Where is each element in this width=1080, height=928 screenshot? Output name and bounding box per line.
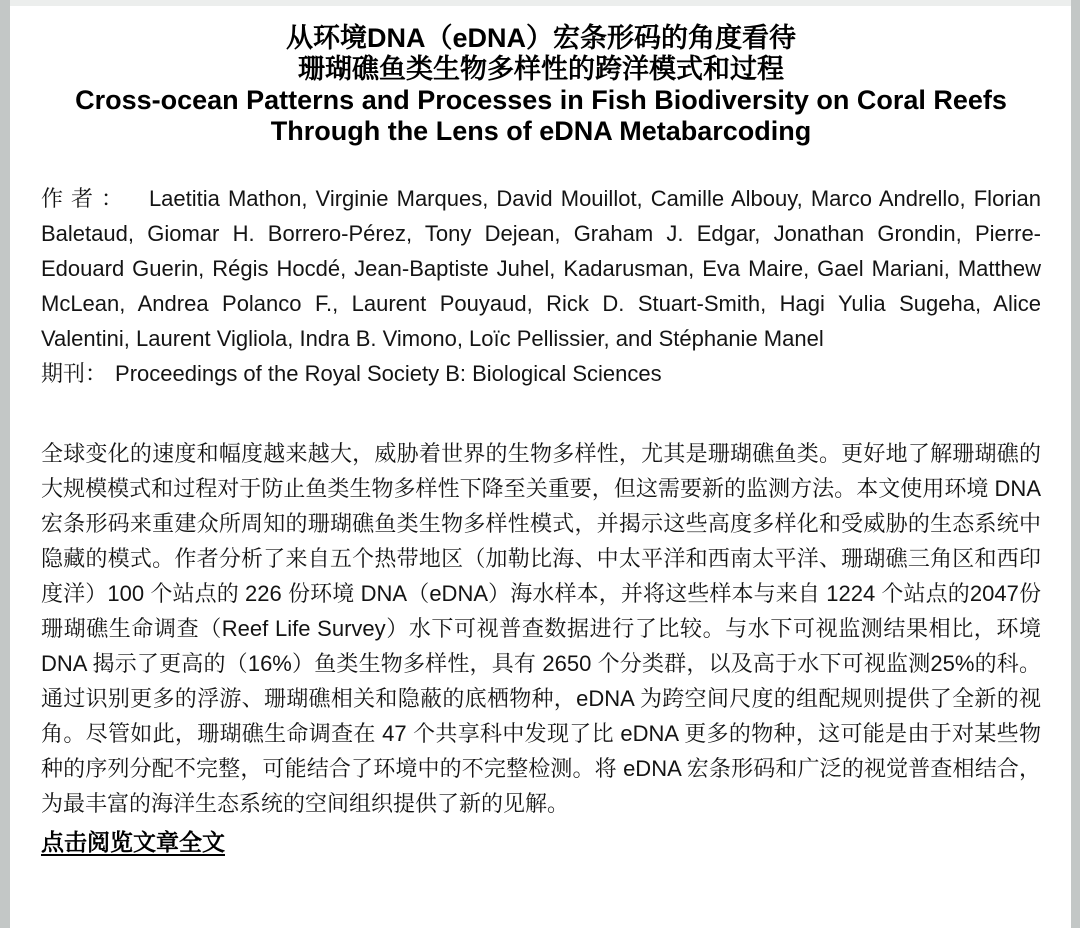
journal-paragraph	[41, 356, 1041, 391]
journal-label: 期刊：	[41, 361, 108, 386]
abstract-paragraph: 全球变化的速度和幅度越来越大，威胁着世界的生物多样性，尤其是珊瑚礁鱼类。更好地了解珊瑚礁的大规模模式和过程对于防止鱼类生物多样性下降至关重要，但这需要新的监测方法。本文使用环境 DNA 宏条形码来重建众所周知的珊瑚礁鱼类生物多样性模式，并揭示这些高度多样化和受威胁的生态系统中隐藏的模式。作者分析了来自五个热带地区（加勒比海、中太平洋和西南太平洋、珊瑚礁三角区和西印度洋）100 个站点的 226 份环境 DNA（eDNA）海水样本，并将这些样本与来自 1224 个站点的2047份珊瑚礁生命调查（Reef Life Survey）水下可视普查数据进行了比较。与水下可视监测结果相比，环境 DNA 揭示了更高的（16%）鱼类生物多样性，具有 2650 个分类群，以及高于水下可视监测25%的科。通过识别更多的浮游、珊瑚礁相关和隐蔽的底栖物种，eDNA 为跨空间尺度的组配规则提供了全新的视角。尽管如此，珊瑚礁生命调查在 47 个共享科中发现了比 eDNA 更多的物种，这可能是由于对某些物种的序列分配不完整，可能结合了环境中的不完整检测。将 eDNA 宏条形码和广泛的视觉普查相结合，为最丰富的海洋生态系统的空间组织提供了新的见解。	[41, 441, 1041, 816]
abstract-section	[41, 436, 1041, 821]
read-full-text-link[interactable]: 点击阅览文章全文	[41, 829, 225, 855]
article-meta	[41, 181, 1041, 391]
authors-paragraph	[41, 181, 1041, 356]
article-title-en-line-1: Cross-ocean Patterns and Processes in Fish Biodiversity on Coral Reefs	[75, 85, 1007, 115]
article-title-en-line-2: Through the Lens of eDNA Metabarcoding	[270, 116, 812, 146]
article-title-zh-line-2: 珊瑚礁鱼类生物多样性的跨洋模式和过程	[298, 54, 784, 84]
journal-name: Proceedings of the Royal Society B: Biological Sciences	[115, 361, 662, 386]
article-title	[41, 23, 1041, 147]
authors-names: Laetitia Mathon, Virginie Marques, David Mouillot, Camille Albouy, Marco Andrello, Florian Baletaud, Giomar H. Borrero-Pérez, Tony Dejean, Graham J. Edgar, Jonathan Grondin, Pierre-Edouard Guerin, Régis Hocdé, Jean-Baptiste Juhel, Kadarusman, Eva Maire, Gael Mariani, Matthew McLean, Andrea Polanco F., Laurent Pouyaud, Rick D. Stuart-Smith, Hagi Yulia Sugeha, Alice Valentini, Laurent Vigliola, Indra B. Vimono, Loïc Pellissier, and Stéphanie Manel	[41, 186, 1041, 351]
authors-label: 作者：	[41, 186, 131, 211]
article-page	[10, 6, 1071, 928]
article-title-zh-line-1: 从环境DNA（eDNA）宏条形码的角度看待	[285, 23, 796, 53]
